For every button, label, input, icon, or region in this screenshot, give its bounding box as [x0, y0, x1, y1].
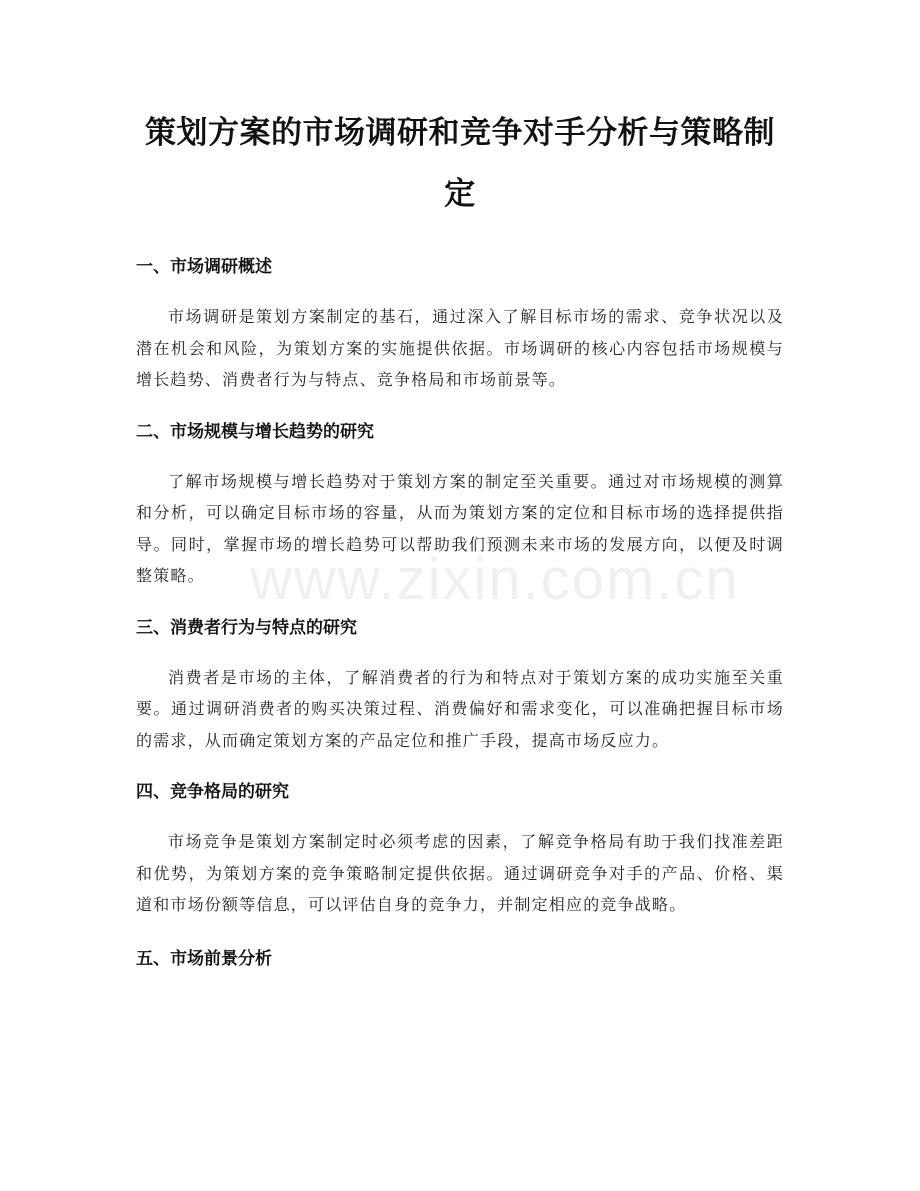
section-paragraph-1: 市场调研是策划方案制定的基石，通过深入了解目标市场的需求、竞争状况以及潜在机会和风险，为策划方案的实施提供依据。市场调研的核心内容包括市场规模与增长趋势、消费者行为与特点、竞争格局和市场前景等。: [136, 307, 784, 389]
section-heading-3: 三、消费者行为与特点的研究: [136, 617, 357, 638]
page-title: 策划方案的市场调研和竞争对手分析与策略制定: [145, 115, 775, 212]
section-heading-4: 四、竞争格局的研究: [136, 782, 289, 802]
section-heading-1: 一、市场调研概述: [136, 257, 272, 277]
section-paragraph-4: 市场竞争是策划方案制定时必须考虑的因素，了解竞争格局有助于我们找准差距和优势，为策划方案的竞争策略制定提供依据。通过调研竞争对手的产品、价格、渠道和市场份额等信息，可以评估自身的竞争力，并制定相应的竞争战略。: [136, 832, 784, 914]
section-paragraph-2: 了解市场规模与增长趋势对于策划方案的制定至关重要。通过对市场规模的测算和分析，可以确定目标市场的容量，从而为策划方案的定位和目标市场的选择提供指导。同时，掌握市场的增长趋势可以帮助我们预测未来市场的发展方向，以便及时调整策略。: [136, 471, 784, 585]
section-heading-5: 五、市场前景分析: [136, 948, 272, 969]
section-heading-2: 二、市场规模与增长趋势的研究: [136, 421, 374, 442]
watermark-text: www.zixin.com.cn: [250, 547, 740, 612]
section-paragraph-3: 消费者是市场的主体，了解消费者的行为和特点对于策划方案的成功实施至关重要。通过调研消费者的购买决策过程、消费偏好和需求变化，可以准确把握目标市场的需求，从而确定策划方案的产品定位和推广手段，提高市场反应力。: [136, 667, 784, 750]
